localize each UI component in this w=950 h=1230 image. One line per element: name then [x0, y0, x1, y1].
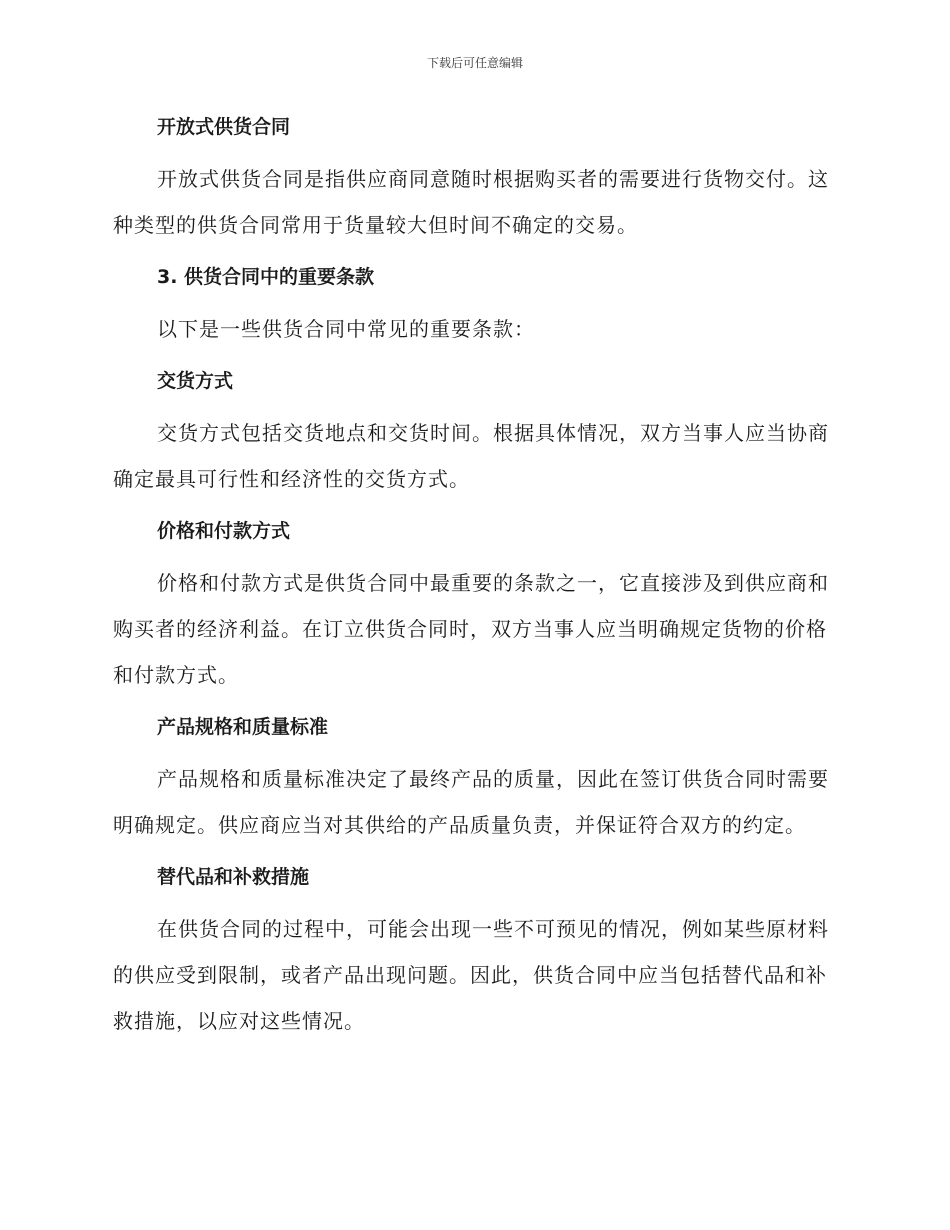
document-body — [113, 112, 833, 1044]
paragraph-substitutes: 在供货合同的过程中，可能会出现一些不可预见的情况，例如某些原材料的供应受到限制，或者产品出现问题。因此，供货合同中应当包括替代品和补救措施，以应对这些情况。 — [113, 917, 829, 1033]
paragraph-open-contract: 开放式供货合同是指供应商同意随时根据购买者的需要进行货物交付。这种类型的供货合同常用于货量较大但时间不确定的交易。 — [113, 167, 829, 237]
paragraph-delivery: 交货方式包括交货地点和交货时间。根据具体情况，双方当事人应当协商确定最具可行性和经济性的交货方式。 — [113, 421, 829, 491]
section-heading-important-terms: 3. 供货合同中的重要条款 — [157, 266, 375, 288]
section-heading-substitutes: 替代品和补救措施 — [157, 866, 310, 888]
section-heading-open-contract: 开放式供货合同 — [157, 116, 291, 138]
section-heading-specs-quality: 产品规格和质量标准 — [157, 716, 329, 738]
paragraph-price-payment: 价格和付款方式是供货合同中最重要的条款之一，它直接涉及到供应商和购买者的经济利益。在订立供货合同时，双方当事人应当明确规定货物的价格和付款方式。 — [113, 571, 829, 687]
page-header: 下载后可任意编辑 — [426, 56, 523, 70]
section-heading-price-payment: 价格和付款方式 — [157, 520, 291, 542]
paragraph-important-terms-intro: 以下是一些供货合同中常见的重要条款： — [157, 317, 535, 341]
section-heading-delivery: 交货方式 — [157, 370, 234, 392]
paragraph-specs-quality: 产品规格和质量标准决定了最终产品的质量，因此在签订供货合同时需要明确规定。供应商应当对其供给的产品质量负责，并保证符合双方的约定。 — [113, 767, 829, 837]
